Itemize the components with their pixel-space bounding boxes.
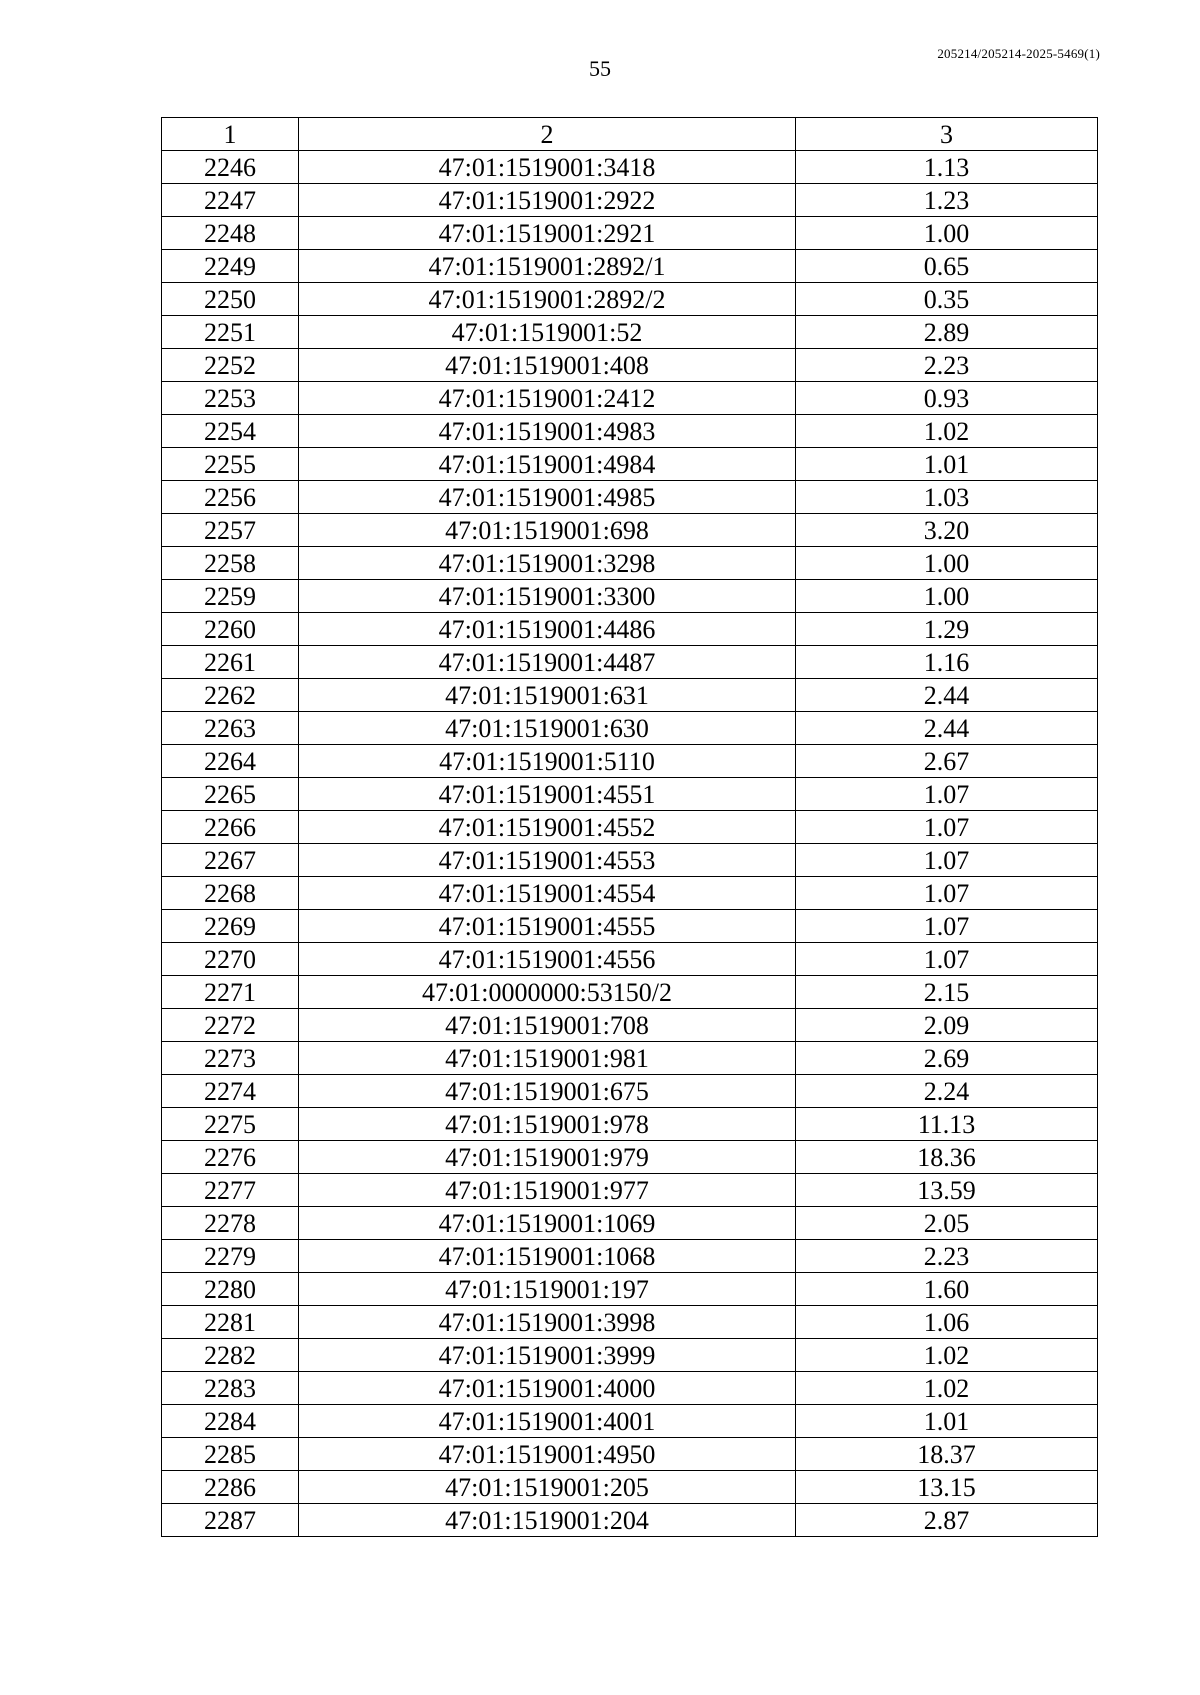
cell-row-number: 2272 (162, 1009, 299, 1042)
table-row (162, 745, 1098, 778)
cell-value: 1.07 (796, 811, 1098, 844)
cell-value: 2.05 (796, 1207, 1098, 1240)
table-row (162, 514, 1098, 547)
cell-cadastral-number: 47:01:1519001:52 (299, 316, 796, 349)
cell-cadastral-number: 47:01:1519001:4983 (299, 415, 796, 448)
cell-cadastral-number: 47:01:1519001:4487 (299, 646, 796, 679)
cell-cadastral-number: 47:01:1519001:3999 (299, 1339, 796, 1372)
table-header-row (162, 118, 1098, 151)
cell-row-number: 2274 (162, 1075, 299, 1108)
table-row (162, 646, 1098, 679)
column-header-1: 1 (162, 118, 299, 151)
cell-value: 2.24 (796, 1075, 1098, 1108)
cell-value: 18.36 (796, 1141, 1098, 1174)
cell-value: 0.93 (796, 382, 1098, 415)
cell-value: 1.06 (796, 1306, 1098, 1339)
table-row (162, 1504, 1098, 1537)
table-row (162, 712, 1098, 745)
cell-row-number: 2266 (162, 811, 299, 844)
cell-value: 1.07 (796, 943, 1098, 976)
cell-value: 1.16 (796, 646, 1098, 679)
table-row (162, 481, 1098, 514)
page-number: 55 (589, 56, 611, 81)
table-row (162, 1042, 1098, 1075)
cell-value: 2.89 (796, 316, 1098, 349)
cell-value: 1.01 (796, 1405, 1098, 1438)
cell-value: 1.00 (796, 547, 1098, 580)
table-row (162, 547, 1098, 580)
cell-cadastral-number: 47:01:1519001:2892/2 (299, 283, 796, 316)
table-row (162, 1240, 1098, 1273)
table-row (162, 1207, 1098, 1240)
cell-row-number: 2271 (162, 976, 299, 1009)
cell-row-number: 2269 (162, 910, 299, 943)
cell-cadastral-number: 47:01:1519001:978 (299, 1108, 796, 1141)
cell-cadastral-number: 47:01:1519001:3298 (299, 547, 796, 580)
table-row (162, 184, 1098, 217)
cell-row-number: 2248 (162, 217, 299, 250)
cell-cadastral-number: 47:01:1519001:698 (299, 514, 796, 547)
table-row (162, 349, 1098, 382)
cell-cadastral-number: 47:01:1519001:205 (299, 1471, 796, 1504)
cell-cadastral-number: 47:01:1519001:2892/1 (299, 250, 796, 283)
cell-row-number: 2249 (162, 250, 299, 283)
cell-cadastral-number: 47:01:1519001:4551 (299, 778, 796, 811)
cell-value: 1.07 (796, 778, 1098, 811)
table-row (162, 1075, 1098, 1108)
data-table-container (161, 117, 1097, 1537)
cell-value: 1.02 (796, 1372, 1098, 1405)
cell-value: 1.00 (796, 580, 1098, 613)
table-body (162, 151, 1098, 1537)
cell-row-number: 2273 (162, 1042, 299, 1075)
cell-row-number: 2250 (162, 283, 299, 316)
data-table (161, 117, 1098, 1537)
cell-value: 13.59 (796, 1174, 1098, 1207)
cell-cadastral-number: 47:01:1519001:408 (299, 349, 796, 382)
cell-row-number: 2285 (162, 1438, 299, 1471)
table-row (162, 151, 1098, 184)
cell-row-number: 2258 (162, 547, 299, 580)
cell-cadastral-number: 47:01:1519001:1068 (299, 1240, 796, 1273)
cell-row-number: 2247 (162, 184, 299, 217)
cell-row-number: 2265 (162, 778, 299, 811)
cell-cadastral-number: 47:01:1519001:4555 (299, 910, 796, 943)
cell-value: 1.07 (796, 877, 1098, 910)
cell-cadastral-number: 47:01:1519001:204 (299, 1504, 796, 1537)
table-row (162, 1141, 1098, 1174)
cell-cadastral-number: 47:01:1519001:979 (299, 1141, 796, 1174)
cell-value: 0.35 (796, 283, 1098, 316)
cell-row-number: 2286 (162, 1471, 299, 1504)
cell-row-number: 2267 (162, 844, 299, 877)
cell-row-number: 2251 (162, 316, 299, 349)
cell-cadastral-number: 47:01:1519001:4552 (299, 811, 796, 844)
table-row (162, 1108, 1098, 1141)
table-row (162, 1471, 1098, 1504)
cell-row-number: 2253 (162, 382, 299, 415)
cell-cadastral-number: 47:01:1519001:3998 (299, 1306, 796, 1339)
cell-value: 1.60 (796, 1273, 1098, 1306)
cell-cadastral-number: 47:01:1519001:4950 (299, 1438, 796, 1471)
cell-row-number: 2255 (162, 448, 299, 481)
cell-value: 2.09 (796, 1009, 1098, 1042)
table-row (162, 580, 1098, 613)
cell-row-number: 2256 (162, 481, 299, 514)
table-row (162, 1009, 1098, 1042)
cell-row-number: 2277 (162, 1174, 299, 1207)
cell-value: 13.15 (796, 1471, 1098, 1504)
cell-value: 1.00 (796, 217, 1098, 250)
column-header-2: 2 (299, 118, 796, 151)
cell-value: 18.37 (796, 1438, 1098, 1471)
table-row (162, 910, 1098, 943)
table-row (162, 1372, 1098, 1405)
cell-row-number: 2270 (162, 943, 299, 976)
table-row (162, 877, 1098, 910)
cell-row-number: 2275 (162, 1108, 299, 1141)
cell-row-number: 2287 (162, 1504, 299, 1537)
table-row (162, 976, 1098, 1009)
table-row (162, 1438, 1098, 1471)
cell-value: 2.15 (796, 976, 1098, 1009)
table-row (162, 1405, 1098, 1438)
table-row (162, 811, 1098, 844)
cell-cadastral-number: 47:01:1519001:4554 (299, 877, 796, 910)
table-row (162, 679, 1098, 712)
table-row (162, 1306, 1098, 1339)
table-row (162, 1339, 1098, 1372)
cell-row-number: 2280 (162, 1273, 299, 1306)
cell-value: 1.23 (796, 184, 1098, 217)
cell-value: 1.02 (796, 415, 1098, 448)
cell-cadastral-number: 47:01:1519001:977 (299, 1174, 796, 1207)
cell-row-number: 2276 (162, 1141, 299, 1174)
cell-cadastral-number: 47:01:1519001:708 (299, 1009, 796, 1042)
cell-cadastral-number: 47:01:1519001:630 (299, 712, 796, 745)
column-header-3: 3 (796, 118, 1098, 151)
cell-value: 2.44 (796, 679, 1098, 712)
cell-row-number: 2283 (162, 1372, 299, 1405)
cell-cadastral-number: 47:01:1519001:4553 (299, 844, 796, 877)
cell-row-number: 2259 (162, 580, 299, 613)
cell-cadastral-number: 47:01:1519001:3418 (299, 151, 796, 184)
cell-value: 1.03 (796, 481, 1098, 514)
cell-cadastral-number: 47:01:1519001:4556 (299, 943, 796, 976)
cell-cadastral-number: 47:01:1519001:4985 (299, 481, 796, 514)
cell-cadastral-number: 47:01:1519001:981 (299, 1042, 796, 1075)
cell-row-number: 2263 (162, 712, 299, 745)
cell-row-number: 2264 (162, 745, 299, 778)
cell-value: 11.13 (796, 1108, 1098, 1141)
cell-row-number: 2268 (162, 877, 299, 910)
cell-row-number: 2260 (162, 613, 299, 646)
table-row (162, 250, 1098, 283)
cell-cadastral-number: 47:01:1519001:2412 (299, 382, 796, 415)
cell-row-number: 2282 (162, 1339, 299, 1372)
cell-cadastral-number: 47:01:1519001:631 (299, 679, 796, 712)
cell-value: 2.87 (796, 1504, 1098, 1537)
cell-cadastral-number: 47:01:1519001:2921 (299, 217, 796, 250)
cell-cadastral-number: 47:01:1519001:3300 (299, 580, 796, 613)
cell-value: 2.23 (796, 1240, 1098, 1273)
cell-value: 1.07 (796, 910, 1098, 943)
cell-value: 2.69 (796, 1042, 1098, 1075)
cell-value: 1.07 (796, 844, 1098, 877)
table-row (162, 283, 1098, 316)
table-row (162, 943, 1098, 976)
table-row (162, 217, 1098, 250)
cell-cadastral-number: 47:01:1519001:4000 (299, 1372, 796, 1405)
cell-cadastral-number: 47:01:1519001:2922 (299, 184, 796, 217)
cell-cadastral-number: 47:01:0000000:53150/2 (299, 976, 796, 1009)
cell-cadastral-number: 47:01:1519001:4984 (299, 448, 796, 481)
table-row (162, 1273, 1098, 1306)
cell-cadastral-number: 47:01:1519001:675 (299, 1075, 796, 1108)
table-row (162, 448, 1098, 481)
cell-value: 0.65 (796, 250, 1098, 283)
table-row (162, 382, 1098, 415)
table-row (162, 844, 1098, 877)
cell-row-number: 2257 (162, 514, 299, 547)
table-header (162, 118, 1098, 151)
table-row (162, 613, 1098, 646)
table-row (162, 316, 1098, 349)
cell-row-number: 2284 (162, 1405, 299, 1438)
cell-row-number: 2254 (162, 415, 299, 448)
cell-value: 2.23 (796, 349, 1098, 382)
table-row (162, 1174, 1098, 1207)
table-row (162, 415, 1098, 448)
cell-cadastral-number: 47:01:1519001:5110 (299, 745, 796, 778)
cell-value: 1.13 (796, 151, 1098, 184)
cell-value: 2.67 (796, 745, 1098, 778)
cell-value: 3.20 (796, 514, 1098, 547)
cell-value: 1.02 (796, 1339, 1098, 1372)
table-row (162, 778, 1098, 811)
cell-cadastral-number: 47:01:1519001:1069 (299, 1207, 796, 1240)
cell-row-number: 2246 (162, 151, 299, 184)
cell-cadastral-number: 47:01:1519001:197 (299, 1273, 796, 1306)
cell-row-number: 2279 (162, 1240, 299, 1273)
cell-row-number: 2278 (162, 1207, 299, 1240)
cell-cadastral-number: 47:01:1519001:4001 (299, 1405, 796, 1438)
cell-row-number: 2261 (162, 646, 299, 679)
cell-row-number: 2252 (162, 349, 299, 382)
document-reference: 205214/205214-2025-5469(1) (937, 46, 1100, 61)
cell-row-number: 2281 (162, 1306, 299, 1339)
cell-value: 2.44 (796, 712, 1098, 745)
cell-value: 1.29 (796, 613, 1098, 646)
cell-cadastral-number: 47:01:1519001:4486 (299, 613, 796, 646)
cell-row-number: 2262 (162, 679, 299, 712)
cell-value: 1.01 (796, 448, 1098, 481)
